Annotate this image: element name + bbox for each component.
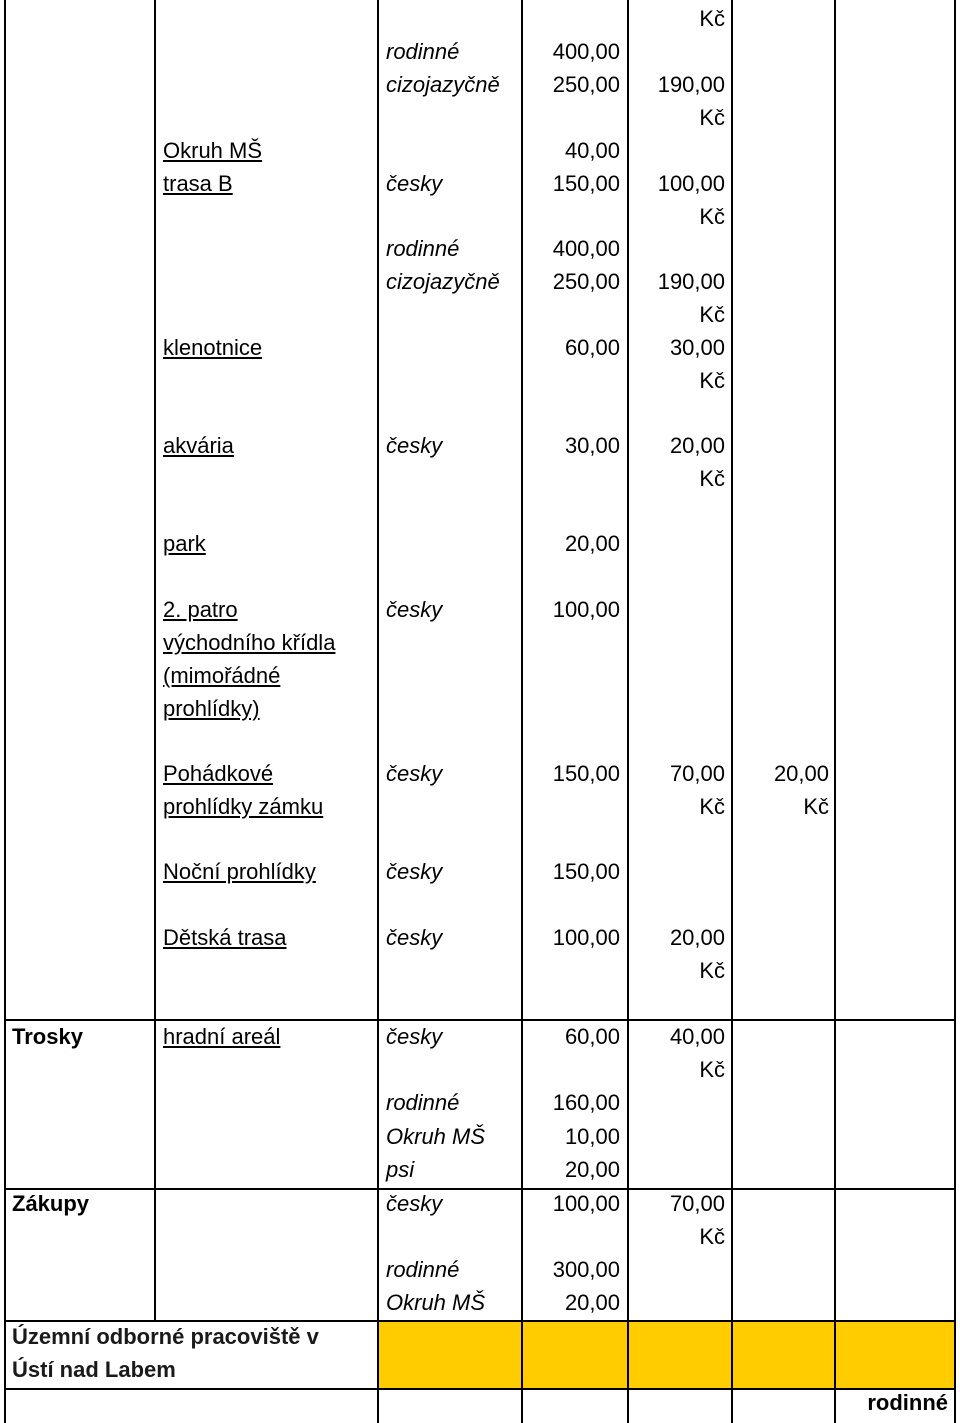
- price-reduced: 100,00: [657, 171, 725, 196]
- language-label: rodinné: [386, 1090, 460, 1115]
- language-label: česky: [386, 925, 443, 950]
- price-unit: Kč: [699, 302, 725, 327]
- price-full: 400,00: [552, 236, 620, 261]
- language-label: Okruh MŠ: [386, 1290, 486, 1315]
- price-reduced: 20,00: [669, 433, 725, 458]
- language-label: rodinné: [386, 1257, 460, 1282]
- language-label: česky: [386, 1191, 443, 1216]
- row-separator: [4, 1019, 956, 1021]
- price-full: 100,00: [552, 925, 620, 950]
- language-label: česky: [386, 433, 443, 458]
- price-full: 60,00: [564, 335, 620, 360]
- price-unit: Kč: [699, 204, 725, 229]
- language-label: česky: [386, 597, 443, 622]
- price-full: 150,00: [552, 859, 620, 884]
- tour-link-trasa-b[interactable]: trasa B: [163, 171, 233, 196]
- price-full: 20,00: [564, 1157, 620, 1182]
- price-full: 10,00: [564, 1124, 620, 1149]
- price-unit: Kč: [699, 1224, 725, 1249]
- language-label: česky: [386, 859, 443, 884]
- price-reduced: 70,00: [669, 761, 725, 786]
- price-unit: Kč: [699, 1057, 725, 1082]
- tour-link-2-patro[interactable]: 2. patro: [163, 597, 238, 622]
- tour-link-hradni-areal[interactable]: hradní areál: [163, 1024, 281, 1049]
- grid-line: [731, 0, 733, 1423]
- tour-link-2-patro[interactable]: prohlídky): [163, 696, 260, 721]
- price-full: 20,00: [564, 531, 620, 556]
- language-label: česky: [386, 761, 443, 786]
- grid-line: [377, 0, 379, 1423]
- price-unit: Kč: [699, 466, 725, 491]
- tour-link-akvaria[interactable]: akvária: [163, 433, 234, 458]
- language-label: rodinné: [386, 236, 460, 261]
- price-unit: Kč: [699, 958, 725, 983]
- price-full: 40,00: [564, 138, 620, 163]
- row-separator: [4, 1188, 956, 1190]
- region-header-highlight: [378, 1321, 956, 1389]
- region-heading: Územní odborné pracoviště v: [12, 1324, 319, 1349]
- tour-link-pohadkove[interactable]: Pohádkové: [163, 761, 274, 786]
- column-header-rodinne: rodinné: [867, 1390, 948, 1415]
- language-label: rodinné: [386, 39, 460, 64]
- price-full: 100,00: [552, 597, 620, 622]
- grid-line: [834, 0, 836, 1423]
- price-full: 300,00: [552, 1257, 620, 1282]
- language-label: cizojazyčně: [386, 72, 500, 97]
- price-full: 60,00: [564, 1024, 620, 1049]
- language-label: Okruh MŠ: [386, 1124, 486, 1149]
- price-full: 150,00: [552, 761, 620, 786]
- grid-line: [154, 0, 156, 1321]
- grid-line: [4, 0, 6, 1423]
- tour-link-detska[interactable]: Dětská trasa: [163, 925, 287, 950]
- tour-link-okruh-ms[interactable]: Okruh MŠ: [163, 138, 263, 163]
- tour-link-2-patro[interactable]: východního křídla: [163, 630, 336, 655]
- price-full: 20,00: [564, 1290, 620, 1315]
- grid-line: [954, 0, 956, 1423]
- language-label: cizojazyčně: [386, 269, 500, 294]
- tour-link-klenotnice[interactable]: klenotnice: [163, 335, 263, 360]
- price-full: 250,00: [552, 72, 620, 97]
- price-unit: Kč: [699, 794, 725, 819]
- price-full: 30,00: [564, 433, 620, 458]
- language-label: česky: [386, 171, 443, 196]
- price-reduced: 70,00: [669, 1191, 725, 1216]
- price-full: 400,00: [552, 39, 620, 64]
- row-separator: [4, 1388, 956, 1390]
- price-unit: Kč: [699, 6, 725, 31]
- tour-link-park[interactable]: park: [163, 531, 206, 556]
- price-reduced: 190,00: [657, 269, 725, 294]
- price-unit: Kč: [699, 105, 725, 130]
- price-unit: Kč: [803, 794, 829, 819]
- price-full: 100,00: [552, 1191, 620, 1216]
- language-label: psi: [386, 1157, 415, 1182]
- price-reduced: 190,00: [657, 72, 725, 97]
- tour-link-nocni[interactable]: Noční prohlídky: [163, 859, 316, 884]
- region-heading: Ústí nad Labem: [12, 1357, 176, 1382]
- tour-link-pohadkove[interactable]: prohlídky zámku: [163, 794, 324, 819]
- price-reduced: 40,00: [669, 1024, 725, 1049]
- language-label: česky: [386, 1024, 443, 1049]
- tour-link-2-patro[interactable]: (mimořádné: [163, 663, 281, 688]
- site-name-trosky: Trosky: [12, 1024, 83, 1049]
- price-unit: Kč: [699, 368, 725, 393]
- price-full: 250,00: [552, 269, 620, 294]
- price-extra: 20,00: [773, 761, 829, 786]
- price-full: 150,00: [552, 171, 620, 196]
- site-name-zakupy: Zákupy: [12, 1191, 90, 1216]
- price-reduced: 30,00: [669, 335, 725, 360]
- price-reduced: 20,00: [669, 925, 725, 950]
- price-full: 160,00: [552, 1090, 620, 1115]
